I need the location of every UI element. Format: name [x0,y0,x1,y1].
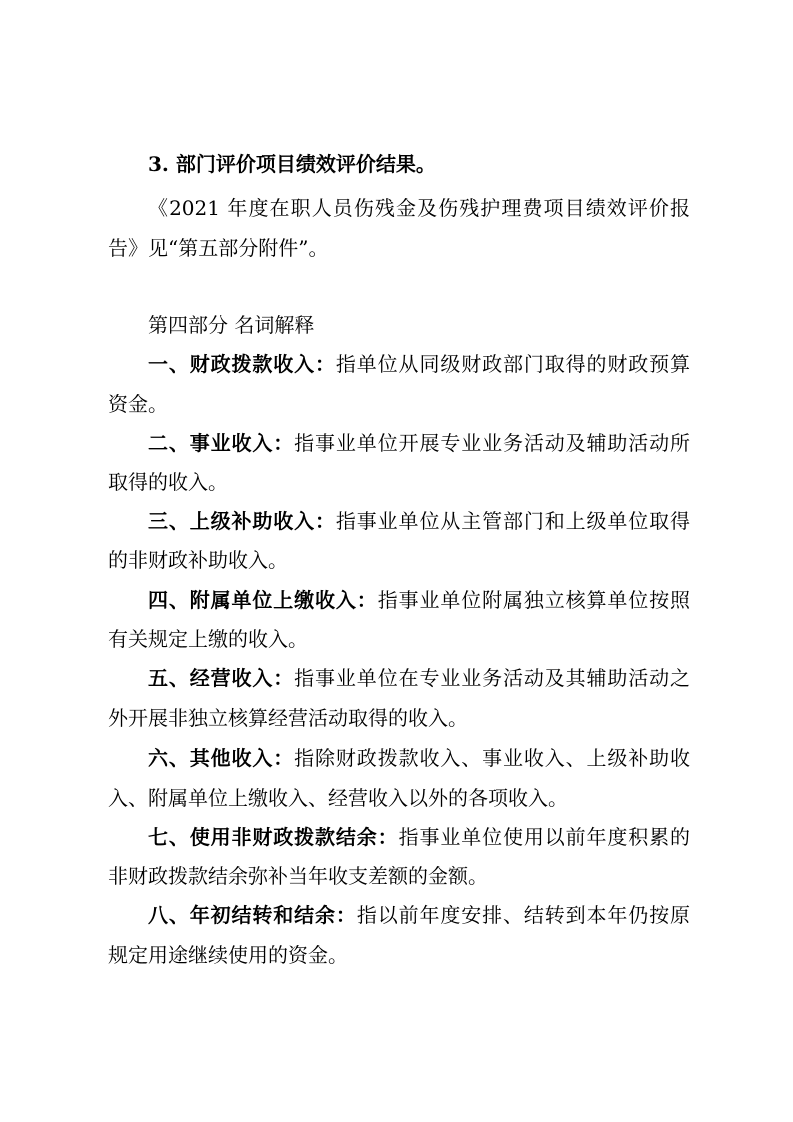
term-label: 七、使用非财政拨款结余： [148,825,399,849]
term-definition-continuation: 外开展非独立核算经营活动取得的收入。 [108,706,468,730]
term-definition-line [148,744,690,772]
term-definition: 指除财政拨款收入、事业收入、上级补助收 [294,746,691,770]
paragraph-line: 告》见“第五部分附件”。 [108,236,329,260]
term-definition: 指以前年度安排、结转到本年仍按原 [356,903,691,927]
term-definition-continuation: 资金。 [108,392,168,416]
term-definition-continuation: 取得的收入。 [108,470,228,494]
term-definition: 指事业单位使用以前年度积累的 [398,825,691,849]
term-label: 五、经营收入： [148,666,295,690]
term-definition-continuation: 非财政拨款结余弥补当年收支差额的金额。 [108,864,488,888]
term-definition-continuation: 规定用途继续使用的资金。 [108,943,348,967]
term-definition: 指事业单位开展专业业务活动及辅助活动所 [294,431,691,455]
term-label: 三、上级补助收入： [148,509,336,533]
term-definition-line [148,664,690,692]
section-heading: 3. 部门评价项目绩效评价结果。 [148,152,436,176]
term-definition: 指事业单位从主管部门和上级单位取得 [335,509,691,533]
term-definition-line [148,901,690,929]
term-definition-line [148,429,690,457]
part-heading: 第四部分 名词解释 [148,313,315,337]
paragraph-line: 《2021 年度在职人员伤残金及伤残护理费项目绩效评价报 [148,196,690,220]
term-label: 一、财政拨款收入： [148,352,336,376]
term-definition-continuation: 的非财政补助收入。 [108,548,288,572]
term-definition: 指单位从同级财政部门取得的财政预算 [335,352,691,376]
term-definition: 指事业单位在专业业务活动及其辅助活动之 [294,666,691,690]
term-label: 四、附属单位上缴收入： [148,588,378,612]
term-definition-line [148,507,690,535]
term-definition-continuation: 入、附属单位上缴收入、经营收入以外的各项收入。 [108,786,568,810]
term-label: 八、年初结转和结余： [148,903,357,927]
term-label: 二、事业收入： [148,431,295,455]
term-definition: 指事业单位附属独立核算单位按照 [377,588,691,612]
term-definition-line [148,350,690,378]
term-definition-line [148,823,690,851]
term-definition-continuation: 有关规定上缴的收入。 [108,627,308,651]
term-label: 六、其他收入： [148,746,295,770]
term-definition-line [148,586,690,614]
